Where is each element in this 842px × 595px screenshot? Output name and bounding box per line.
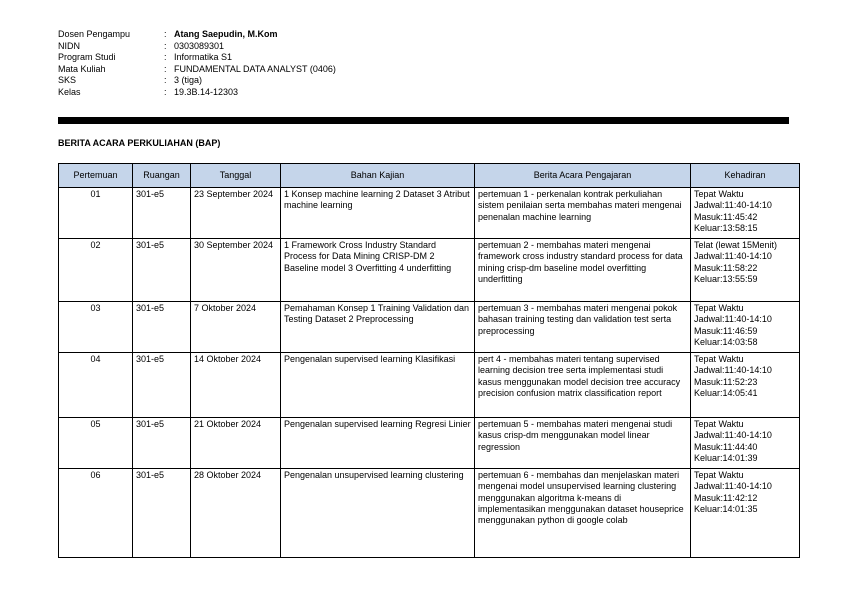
info-value: Informatika S1 (174, 52, 233, 62)
attendance-schedule: Jadwal:11:40-14:10 (694, 200, 772, 211)
cell-ruangan: 301-e5 (133, 469, 191, 558)
cell-berita-acara: pertemuan 5 - membahas materi mengenai studi kasus crisp-dm menggunakan model linear regression (475, 418, 691, 469)
cell-pertemuan: 06 (59, 469, 133, 558)
info-value: FUNDAMENTAL DATA ANALYST (0406) (174, 63, 336, 74)
info-value: 0303089301 (174, 40, 225, 51)
divider-bar (58, 117, 789, 124)
attendance-status: Tepat Waktu (694, 303, 744, 313)
table-row (59, 418, 800, 469)
info-row-sks (58, 75, 336, 87)
cell-kehadiran (691, 469, 800, 558)
table-row (59, 302, 800, 353)
info-row-course (58, 64, 336, 76)
attendance-in: Masuk:11:45:42 (694, 211, 758, 222)
attendance-out: Keluar:14:03:58 (694, 336, 758, 347)
info-separator: : (164, 75, 167, 85)
attendance-schedule: Jadwal:11:40-14:10 (694, 251, 772, 262)
cell-pertemuan: 01 (59, 188, 133, 239)
attendance-status: Telat (lewat 15Menit) (694, 240, 778, 250)
cell-bahan-kajian: Pemahaman Konsep 1 Training Validation dan Testing Dataset 2 Preprocessing (281, 302, 475, 353)
attendance-schedule: Jadwal:11:40-14:10 (694, 430, 772, 441)
info-label: Program Studi (58, 52, 116, 62)
cell-bahan-kajian: Pengenalan supervised learning Regresi Linier (281, 418, 475, 469)
cell-ruangan: 301-e5 (133, 188, 191, 239)
info-separator: : (164, 63, 167, 74)
cell-pertemuan: 03 (59, 302, 133, 353)
info-row-lecturer (58, 29, 336, 41)
attendance-out: Keluar:13:55:59 (694, 273, 758, 284)
cell-kehadiran (691, 418, 800, 469)
cell-ruangan: 301-e5 (133, 418, 191, 469)
cell-tanggal: 28 Oktober 2024 (191, 469, 281, 558)
attendance-schedule: Jadwal:11:40-14:10 (694, 481, 772, 492)
attendance-out: Keluar:14:01:39 (694, 452, 758, 463)
attendance-in: Masuk:11:44:40 (694, 441, 758, 452)
info-separator: : (164, 86, 167, 97)
bap-table (58, 163, 800, 558)
cell-ruangan: 301-e5 (133, 239, 191, 302)
cell-berita-acara: pertemuan 6 - membahas dan menjelaskan materi mengenai model unsupervised learning clustering menggunakan algoritma k-means di implementasikan menggunakan dataset houseprice menggunakan python di google colab (475, 469, 691, 558)
cell-pertemuan: 02 (59, 239, 133, 302)
column-header-berita-acara: Berita Acara Pengajaran (475, 164, 691, 188)
table-row (59, 239, 800, 302)
table-header-row (59, 164, 800, 188)
info-label: Dosen Pengampu (58, 29, 131, 39)
cell-berita-acara: pertemuan 1 - perkenalan kontrak perkuliahan sistem penilaian serta membahas materi mengenai penenalan machine learning (475, 188, 691, 239)
table-row (59, 353, 800, 418)
info-row-nidn (58, 41, 336, 53)
column-header-bahan-kajian: Bahan Kajian (281, 164, 475, 188)
cell-pertemuan: 04 (59, 353, 133, 418)
attendance-in: Masuk:11:42:12 (694, 492, 758, 503)
cell-bahan-kajian: 1 Konsep machine learning 2 Dataset 3 Atribut machine learning (281, 188, 475, 239)
info-label: Mata Kuliah (58, 63, 106, 74)
table-row (59, 188, 800, 239)
attendance-in: Masuk:11:46:59 (694, 325, 758, 336)
cell-bahan-kajian: Pengenalan supervised learning Klasifikasi (281, 353, 475, 418)
cell-tanggal: 30 September 2024 (191, 239, 281, 302)
attendance-out: Keluar:14:05:41 (694, 387, 758, 398)
attendance-out: Keluar:14:01:35 (694, 503, 758, 514)
info-value: 3 (tiga) (174, 75, 203, 85)
cell-kehadiran (691, 353, 800, 418)
section-title: BERITA ACARA PERKULIAHAN (BAP) (58, 138, 221, 148)
cell-kehadiran (691, 302, 800, 353)
attendance-in: Masuk:11:58:22 (694, 262, 758, 273)
info-separator: : (164, 52, 167, 62)
attendance-status: Tepat Waktu (694, 419, 744, 429)
cell-tanggal: 23 September 2024 (191, 188, 281, 239)
attendance-in: Masuk:11:52:23 (694, 376, 758, 387)
column-header-ruangan: Ruangan (133, 164, 191, 188)
cell-tanggal: 7 Oktober 2024 (191, 302, 281, 353)
info-label: Kelas (58, 86, 81, 97)
info-separator: : (164, 40, 167, 51)
info-value: 19.3B.14-12303 (174, 86, 239, 97)
cell-bahan-kajian: 1 Framework Cross Industry Standard Process for Data Mining CRISP-DM 2 Baseline model 3 Overfitting 4 underfitting (281, 239, 475, 302)
attendance-out: Keluar:13:58:15 (694, 222, 758, 233)
attendance-status: Tepat Waktu (694, 189, 744, 199)
cell-tanggal: 21 Oktober 2024 (191, 418, 281, 469)
column-header-kehadiran: Kehadiran (691, 164, 800, 188)
cell-bahan-kajian: Pengenalan unsupervised learning clustering (281, 469, 475, 558)
attendance-schedule: Jadwal:11:40-14:10 (694, 365, 772, 376)
cell-kehadiran (691, 188, 800, 239)
cell-tanggal: 14 Oktober 2024 (191, 353, 281, 418)
info-separator: : (164, 29, 167, 39)
attendance-status: Tepat Waktu (694, 354, 744, 364)
column-header-tanggal: Tanggal (191, 164, 281, 188)
info-row-program (58, 52, 336, 64)
attendance-status: Tepat Waktu (694, 470, 744, 480)
table-row (59, 469, 800, 558)
info-label: SKS (58, 75, 77, 85)
cell-pertemuan: 05 (59, 418, 133, 469)
cell-berita-acara: pert 4 - membahas materi tentang supervised learning decision tree serta implementasi studi kasus menggunakan model decision tree accuracy precision confusion matrix classification report (475, 353, 691, 418)
column-header-pertemuan: Pertemuan (59, 164, 133, 188)
lecturer-info-block (58, 29, 336, 98)
cell-ruangan: 301-e5 (133, 353, 191, 418)
cell-ruangan: 301-e5 (133, 302, 191, 353)
info-value: Atang Saepudin, M.Kom (174, 29, 278, 39)
attendance-schedule: Jadwal:11:40-14:10 (694, 314, 772, 325)
cell-berita-acara: pertemuan 3 - membahas materi mengenai pokok bahasan training testing dan validation test serta preprocessing (475, 302, 691, 353)
cell-kehadiran (691, 239, 800, 302)
cell-berita-acara: pertemuan 2 - membahas materi mengenai framework cross industry standard process for data mining crisp-dm baseline model overfitting underfitting (475, 239, 691, 302)
info-label: NIDN (58, 40, 80, 51)
info-row-class (58, 87, 336, 99)
